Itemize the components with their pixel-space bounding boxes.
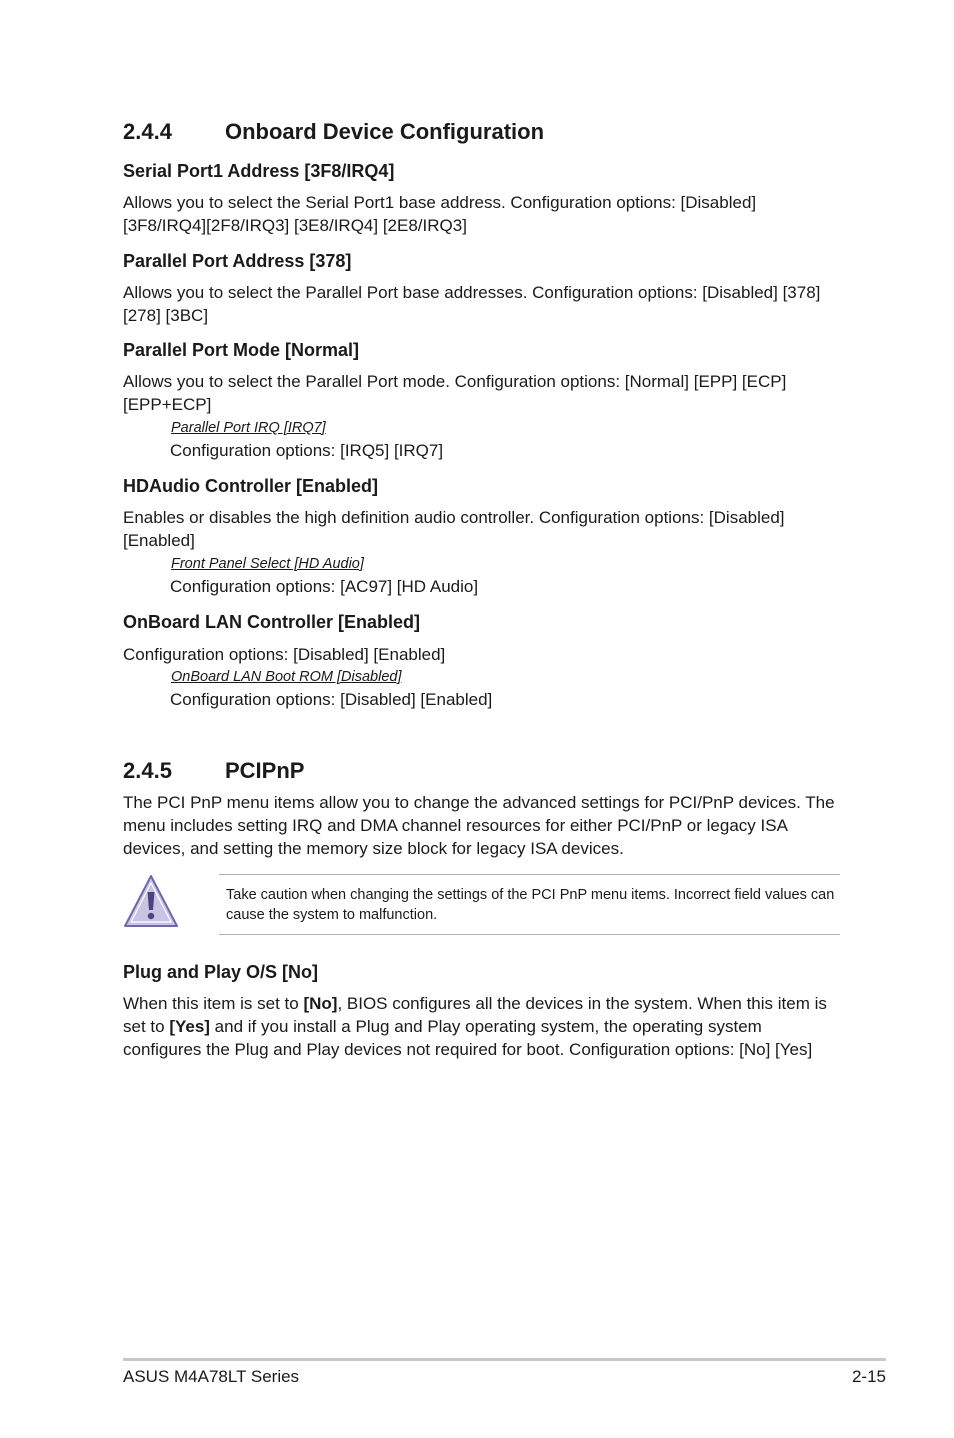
footer-page-number: 2-15: [851, 1367, 886, 1386]
pcipnp-intro: The PCI PnP menu items allow you to change the advanced settings for PCI/PnP devices. The menu includes setting IRQ and DMA channel resources for either PCI/PnP or legacy ISA devices, and setting the memory size block for legacy ISA devices.: [123, 793, 835, 858]
caution-note: [123, 872, 840, 936]
caution-rule-top: [219, 874, 840, 875]
parallel-irq-title: Parallel Port IRQ [IRQ7]: [171, 420, 326, 436]
section-title: PCIPnP: [225, 758, 305, 783]
hdaudio-heading: HDAudio Controller [Enabled]: [123, 476, 378, 496]
parallel-irq-text: Configuration options: [IRQ5] [IRQ7]: [170, 441, 444, 460]
section-title: Onboard Device Configuration: [225, 119, 545, 144]
pnp-os-yes-option: [Yes]: [169, 1017, 210, 1036]
caution-triangle-icon: [123, 874, 179, 928]
section-heading-2-4-5: [123, 758, 304, 784]
lan-heading: OnBoard LAN Controller [Enabled]: [123, 612, 420, 632]
lan-boot-rom-text: Configuration options: [Disabled] [Enabled]: [170, 690, 493, 709]
section-heading-2-4-4: [123, 119, 544, 145]
parallel-mode-heading: Parallel Port Mode [Normal]: [123, 340, 360, 360]
pnp-os-text-part: , BIOS configures all the devices in the system. When this item is set to: [123, 994, 827, 1036]
pnp-os-text: [123, 992, 839, 1061]
footer-product: ASUS M4A78LT Series: [123, 1367, 300, 1386]
caution-text: Take caution when changing the settings of the PCI PnP menu items. Incorrect field values can cause the system to malfunction.: [226, 887, 835, 923]
pnp-os-text-part: When this item is set to: [123, 994, 304, 1013]
pnp-os-no-option: [No]: [303, 994, 338, 1013]
section-number: 2.4.5: [123, 758, 172, 783]
hdaudio-text: Enables or disables the high definition audio controller. Configuration options: [Disabled] [Enabled]: [123, 508, 785, 550]
front-panel-text: Configuration options: [AC97] [HD Audio]: [170, 577, 479, 596]
caution-rule-bottom: [219, 934, 840, 935]
pnp-os-heading: Plug and Play O/S [No]: [123, 962, 319, 982]
footer-divider: [123, 1358, 886, 1361]
parallel-address-text: Allows you to select the Parallel Port base addresses. Configuration options: [Disabled] [378] [278] [3BC]: [123, 283, 821, 325]
parallel-mode-text: Allows you to select the Parallel Port mode. Configuration options: [Normal] [EPP] [ECP] [EPP+ECP]: [123, 372, 787, 414]
pnp-os-text-part: and if you install a Plug and Play operating system, the operating system configures the Plug and Play devices not required for boot. Configuration options: [No] [Yes]: [123, 1017, 813, 1059]
serial-port-text: Allows you to select the Serial Port1 base address. Configuration options: [Disabled] [3F8/IRQ4][2F8/IRQ3] [3E8/IRQ4] [2E8/IRQ3]: [123, 193, 757, 235]
parallel-address-heading: Parallel Port Address [378]: [123, 251, 352, 271]
lan-text: Configuration options: [Disabled] [Enabled]: [123, 645, 446, 664]
section-number: 2.4.4: [123, 119, 172, 144]
serial-port-heading: Serial Port1 Address [3F8/IRQ4]: [123, 161, 395, 181]
lan-boot-rom-title: OnBoard LAN Boot ROM [Disabled]: [171, 669, 402, 685]
front-panel-title: Front Panel Select [HD Audio]: [171, 556, 364, 572]
